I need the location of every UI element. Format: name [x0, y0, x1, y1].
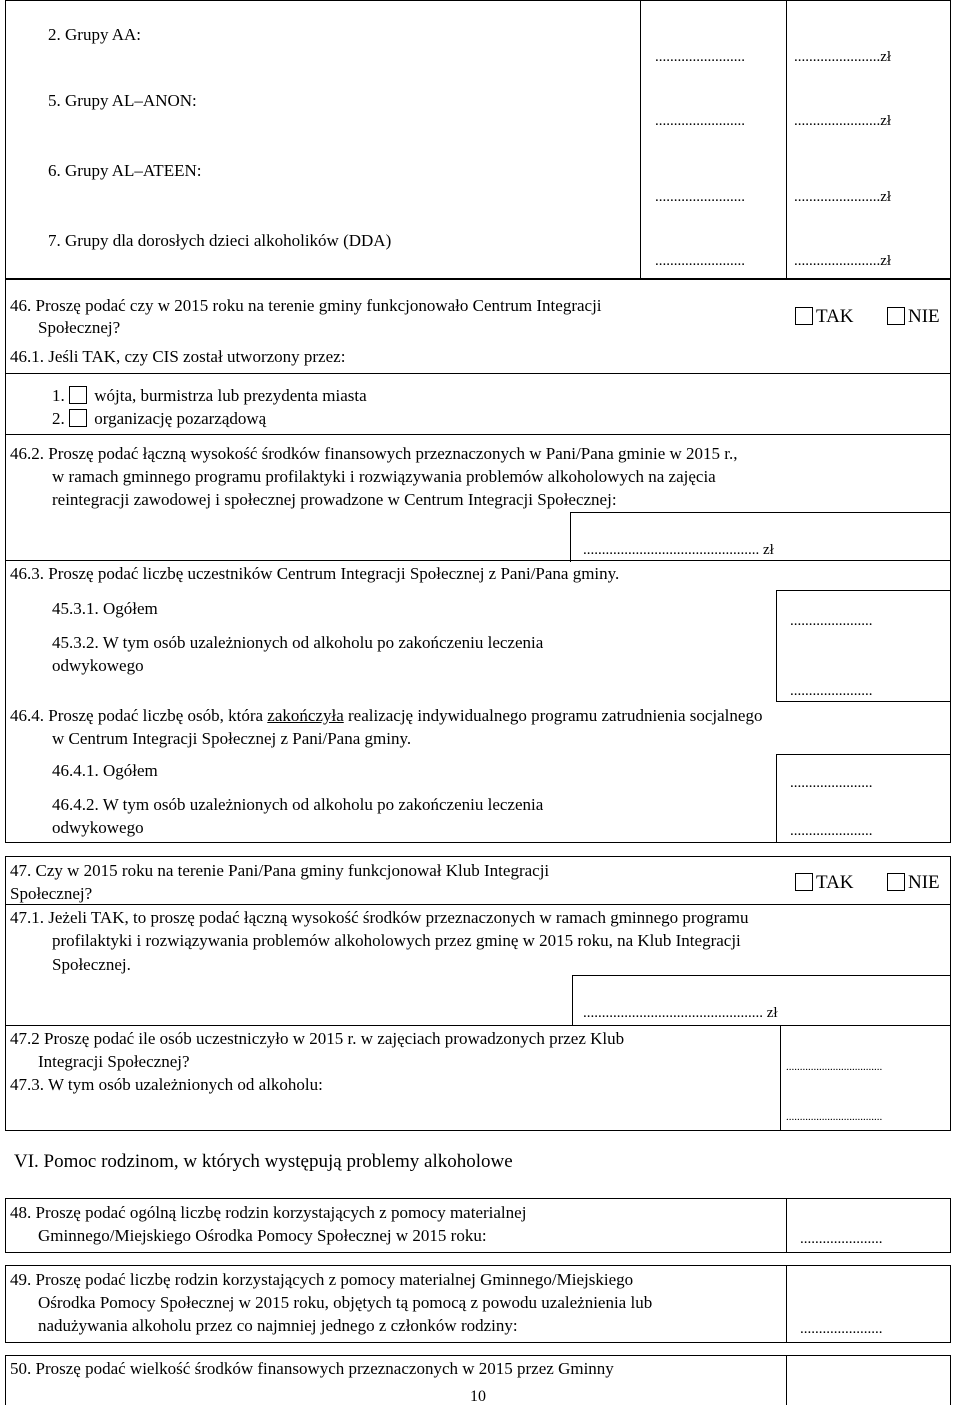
q47-1-line2: profilaktyki i rozwiązywania problemów alkoholowych przez gminę w 2015 roku, na Klub Integracji — [52, 931, 741, 950]
q46-2-line3: reintegracji zawodowej i społecznej prowadzone w Centrum Integracji Społecznej: — [52, 490, 617, 509]
q46-4-2-label-line1: 46.4.2. W tym osób uzależnionych od alkoholu po zakończeniu leczenia — [52, 795, 544, 814]
q49-value[interactable]: ...................... — [800, 1321, 883, 1337]
q47-text-line2: Społecznej? — [10, 884, 93, 903]
q46-text-line2: Społecznej? — [38, 318, 121, 337]
q46-4-line2: w Centrum Integracji Społecznej z Pani/Pana gminy. — [52, 729, 412, 748]
q46-4-1-label: 46.4.1. Ogółem — [52, 761, 158, 780]
q46-2-line2: w ramach gminnego programu profilaktyki i rozwiązywania problemów alkoholowych na zajęcia — [52, 467, 716, 486]
group-aa-count[interactable]: ........................ — [655, 49, 745, 65]
groups-col-divider-1 — [640, 0, 641, 279]
q46-1-option-2-label: organizację pozarządową — [94, 409, 267, 428]
q46-1-option-1-checkbox[interactable] — [69, 386, 87, 404]
q49-line3: nadużywania alkoholu przez co najmniej jednego z członków rodziny: — [38, 1316, 518, 1335]
group-dda-count[interactable]: ........................ — [655, 253, 745, 269]
q49-line1: 49. Proszę podać liczbę rodzin korzystających z pomocy materialnej Gminnego/Miejskiego — [10, 1270, 634, 1289]
q47-1-divider — [5, 904, 951, 905]
q46-4-2-value[interactable]: ...................... — [790, 823, 873, 839]
q47-no-label: NIE — [908, 872, 940, 893]
group-alateen-count[interactable]: ........................ — [655, 189, 745, 205]
group-alanon-count[interactable]: ........................ — [655, 113, 745, 129]
q48-value[interactable]: ...................... — [800, 1231, 883, 1247]
q47-1-line1: 47.1. Jeżeli TAK, to proszę podać łączną wysokość środków przeznaczonych w ramach gminnego programu — [10, 908, 749, 927]
q46-3-2-label-line1: 45.3.2. W tym osób uzależnionych od alkoholu po zakończeniu leczenia — [52, 633, 544, 652]
group-dda-amount[interactable]: .......................zł — [794, 253, 892, 269]
q46-2-line1: 46.2. Proszę podać łączną wysokość środków finansowych przeznaczonych w Pani/Pana gminie w 2015 r., — [10, 444, 738, 463]
q47-yes-label: TAK — [816, 872, 854, 893]
q47-no-option[interactable] — [887, 872, 940, 894]
q50-value-divider — [786, 1355, 787, 1405]
q46-1-option-1-number: 1. — [52, 386, 65, 405]
q46-4-line1-part1: 46.4. Proszę podać liczbę osób, która — [10, 706, 268, 725]
q47-2-line1: 47.2 Proszę podać ile osób uczestniczyło w 2015 r. w zajęciach prowadzonych przez Klub — [10, 1029, 625, 1048]
q46-3-2-value[interactable]: ...................... — [790, 683, 873, 699]
q47-yes-checkbox[interactable] — [795, 873, 813, 891]
q46-4-line1-part2: realizację indywidualnego programu zatrudnienia socjalnego — [343, 706, 763, 725]
q46-yes-option[interactable] — [795, 306, 854, 328]
q46-no-label: NIE — [908, 306, 940, 327]
q46-2-amount[interactable]: ............................................... zł — [583, 542, 774, 558]
q50-line1: 50. Proszę podać wielkość środków finansowych przeznaczonych w 2015 przez Gminny — [10, 1359, 614, 1378]
q47-1-answer-left — [572, 975, 573, 1025]
q47-2-divider — [5, 1025, 951, 1026]
q49-line2: Ośrodka Pomocy Społecznej w 2015 roku, objętych tą pomocą z powodu uzależnienia lub — [38, 1293, 653, 1312]
q48-line1: 48. Proszę podać ogólną liczbę rodzin korzystających z pomocy materialnej — [10, 1203, 527, 1222]
group-alanon-amount[interactable]: .......................zł — [794, 113, 892, 129]
q47-no-checkbox[interactable] — [887, 873, 905, 891]
q46-text-line1: 46. Proszę podać czy w 2015 roku na terenie gminy funkcjonowało Centrum Integracji — [10, 296, 602, 315]
group-aa-label: 2. Grupy AA: — [48, 25, 142, 44]
q46-3-divider — [5, 560, 951, 561]
q46-no-checkbox[interactable] — [887, 307, 905, 325]
q46-1-option-2-number: 2. — [52, 409, 65, 428]
q46-no-option[interactable] — [887, 306, 940, 328]
q46-3-title: 46.3. Proszę podać liczbę uczestników Centrum Integracji Społecznej z Pani/Pana gminy. — [10, 564, 620, 583]
group-aa-amount[interactable]: .......................zł — [794, 49, 892, 65]
q49-value-divider — [786, 1265, 787, 1343]
q46-1-title: 46.1. Jeśli TAK, czy CIS został utworzony przez: — [10, 347, 346, 366]
q47-3-label: 47.3. W tym osób uzależnionych od alkoholu: — [10, 1075, 323, 1094]
section-vi-title: VI. Pomoc rodzinom, w których występują problemy alkoholowe — [14, 1151, 513, 1172]
q46-1-option-1-label: wójta, burmistrza lub prezydenta miasta — [94, 386, 367, 405]
page-number: 10 — [470, 1388, 486, 1405]
q47-2-value[interactable]: ................................... — [786, 1061, 883, 1073]
q46-1-option-1[interactable] — [52, 385, 367, 407]
q46-4-1-value[interactable]: ...................... — [790, 775, 873, 791]
q46-2-answer-left — [570, 512, 571, 562]
q46-1-option-2-checkbox[interactable] — [69, 409, 87, 427]
q47-1-answer-top — [572, 975, 951, 976]
q47-3-value[interactable]: ................................... — [786, 1111, 883, 1123]
q46-3-1-value[interactable]: ...................... — [790, 613, 873, 629]
q46-yes-label: TAK — [816, 306, 854, 327]
q46-3-1-label: 45.3.1. Ogółem — [52, 599, 158, 618]
group-dda-label: 7. Grupy dla dorosłych dzieci alkoholików (DDA) — [48, 231, 392, 250]
q47-2-line2: Integracji Społecznej? — [38, 1052, 190, 1071]
q46-2-answer-top — [570, 512, 951, 513]
q48-value-divider — [786, 1198, 787, 1253]
group-alanon-label: 5. Grupy AL–ANON: — [48, 91, 197, 110]
q46-4-line1-underlined: zakończyła — [267, 706, 344, 725]
q46-1-option-2[interactable] — [52, 408, 266, 430]
q48-line2: Gminnego/Miejskiego Ośrodka Pomocy Społecznej w 2015 roku: — [38, 1226, 487, 1245]
q47-values-divider — [780, 1025, 781, 1131]
q47-text-line1: 47. Czy w 2015 roku na terenie Pani/Pana gminy funkcjonował Klub Integracji — [10, 861, 550, 880]
q47-yes-option[interactable] — [795, 872, 854, 894]
group-alateen-label: 6. Grupy AL–ATEEN: — [48, 161, 202, 180]
group-alateen-amount[interactable]: .......................zł — [794, 189, 892, 205]
groups-col-divider-2 — [786, 0, 787, 279]
q47-1-line3: Społecznej. — [52, 955, 131, 974]
q47-1-amount[interactable]: ................................................ zł — [583, 1005, 778, 1021]
q46-yes-checkbox[interactable] — [795, 307, 813, 325]
q46-4-line1 — [10, 705, 762, 727]
q46-3-2-label-line2: odwykowego — [52, 656, 144, 675]
q46-4-2-label-line2: odwykowego — [52, 818, 144, 837]
